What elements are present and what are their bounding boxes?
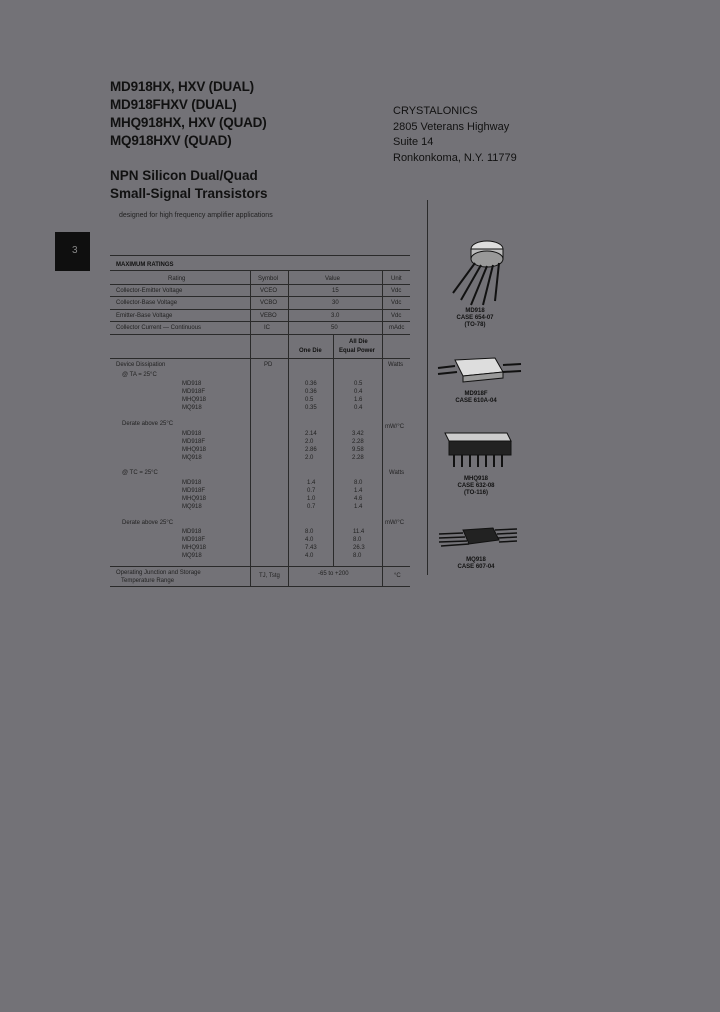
company-name: CRYSTALONICS: [393, 105, 478, 117]
part-number-4: MQ918HXV (QUAD): [110, 133, 232, 148]
derate1-devices: MD918 MD918F MHQ918 MQ918: [182, 431, 207, 461]
row-vebo-value: 3.0: [331, 313, 340, 319]
derate1-one-die: 2.14 2.0 2.86 2.0: [305, 431, 317, 461]
ta-one-die: 0.36 0.36 0.5 0.35: [305, 381, 317, 411]
subheader-equal-power: Equal Power: [339, 348, 376, 354]
section-tab: 3: [55, 232, 90, 271]
header-unit: Unit: [391, 276, 402, 282]
temp-value: -65 to +200: [318, 571, 349, 577]
row-vceo-rating: Collector-Emitter Voltage: [116, 288, 183, 294]
row-vcbo-unit: Vdc: [391, 300, 402, 306]
part-number-3: MHQ918HX, HXV (QUAD): [110, 115, 267, 130]
dip-package-icon: [437, 425, 517, 475]
tc-all-die: 8.0 1.4 4.6 1.4: [354, 480, 363, 510]
package-4-caption: MQ918 CASE 607-04: [457, 557, 495, 570]
package-2-caption: MD918F CASE 610A-04: [455, 391, 497, 404]
ta-all-die: 0.5 0.4 1.6 0.4: [354, 381, 363, 411]
ta-unit: Watts: [388, 362, 404, 368]
row-vcbo-symbol: VCBO: [260, 300, 278, 306]
subheader-all-die: All Die: [349, 339, 368, 345]
row-vebo-rating: Emitter-Base Voltage: [116, 313, 173, 319]
header-symbol: Symbol: [258, 276, 279, 282]
row-vebo-symbol: VEBO: [260, 313, 277, 319]
flatpack-package-icon: [433, 350, 523, 390]
temp-symbol: TJ, Tstg: [259, 573, 280, 579]
derate2-all-die: 11.4 8.0 26.3 8.0: [353, 529, 365, 559]
derate1-label: Derate above 25°C: [122, 421, 174, 427]
dissipation-label: Device Dissipation: [116, 362, 166, 368]
description: designed for high frequency amplifier applications: [119, 212, 273, 219]
ta-label: @ TA = 25°C: [122, 372, 157, 378]
derate2-devices: MD918 MD918F MHQ918 MQ918: [182, 529, 207, 559]
tc-label: @ TC = 25°C: [122, 470, 158, 476]
derate2-label: Derate above 25°C: [122, 520, 174, 526]
row-ic-symbol: IC: [264, 325, 270, 331]
part-number-2: MD918FHXV (DUAL): [110, 97, 237, 112]
tc-devices: MD918 MD918F MHQ918 MQ918: [182, 480, 207, 510]
derate2-one-die: 8.0 4.0 7.43 4.0: [305, 529, 317, 559]
row-vcbo-rating: Collector-Base Voltage: [116, 300, 178, 306]
row-vcbo-value: 30: [332, 300, 339, 306]
derate1-all-die: 3.42 2.28 9.58 2.28: [352, 431, 364, 461]
column-divider: [427, 200, 428, 575]
row-ic-unit: mAdc: [389, 325, 405, 331]
row-ic-value: 50: [331, 325, 338, 331]
header-rating: Rating: [168, 276, 186, 282]
temp-rating-2: Temperature Range: [121, 578, 175, 584]
tc-unit: Watts: [389, 470, 405, 476]
row-vceo-unit: Vdc: [391, 288, 402, 294]
row-vceo-symbol: VCEO: [260, 288, 278, 294]
table-title: MAXIMUM RATINGS: [116, 262, 174, 268]
part-number-1: MD918HX, HXV (DUAL): [110, 79, 254, 94]
row-vceo-value: 15: [332, 288, 339, 294]
subheader-one-die: One Die: [299, 348, 322, 354]
row-vebo-unit: Vdc: [391, 313, 402, 319]
quad-flatpack-icon: [435, 520, 520, 556]
subtitle-line-1: NPN Silicon Dual/Quad: [110, 168, 258, 183]
package-3-caption: MHQ918 CASE 632-08 (TO-116): [457, 476, 495, 496]
company-block: [393, 104, 517, 166]
to78-package-icon: [445, 235, 515, 310]
tc-one-die: 1.4 0.7 1.0 0.7: [307, 480, 316, 510]
derate1-unit: mW/°C: [385, 424, 405, 430]
package-1-caption: MD918 CASE 654-07 (TO-78): [456, 308, 494, 328]
ta-devices: MD918 MD918F MHQ918 MQ918: [182, 381, 207, 411]
company-address-3: Ronkonkoma, N.Y. 11779: [393, 151, 517, 164]
company-address-2: Suite 14: [393, 136, 434, 148]
header-value: Value: [325, 276, 340, 282]
temp-rating-1: Operating Junction and Storage: [116, 570, 201, 576]
dissipation-symbol: PD: [264, 362, 273, 368]
subtitle-line-2: Small-Signal Transistors: [110, 186, 268, 201]
part-number-list: [110, 78, 267, 150]
temp-unit: °C: [394, 573, 401, 579]
derate2-unit: mW/°C: [385, 520, 405, 526]
subtitle: [110, 167, 268, 203]
row-ic-rating: Collector Current — Continuous: [116, 325, 202, 331]
company-address-1: 2805 Veterans Highway: [393, 120, 510, 133]
